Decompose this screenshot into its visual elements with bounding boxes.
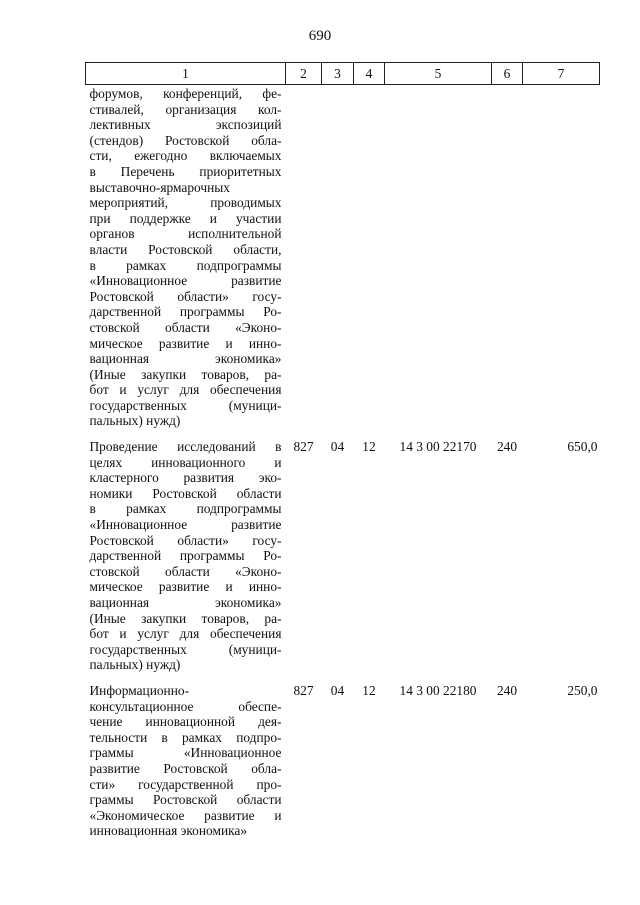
table-row bbox=[86, 673, 600, 839]
header-col-5: 5 bbox=[385, 63, 492, 85]
description-line: в рамках подпрограммы bbox=[89, 257, 282, 273]
description-line: пальных) нужд) bbox=[89, 413, 181, 429]
cell-expense-type: 240 bbox=[496, 682, 518, 698]
cell-target-article bbox=[385, 85, 492, 430]
description-line: в рамках подпрограммы bbox=[89, 501, 282, 517]
cell-amount: 650,0 bbox=[567, 439, 598, 455]
description-line: мическое развитие и инно- bbox=[89, 579, 282, 595]
description-line: консультационное обеспе- bbox=[89, 698, 282, 714]
cell-expense-type: 240 bbox=[496, 439, 518, 455]
description-line: развитие Ростовской обла- bbox=[89, 760, 282, 776]
description-line: в Перечень приоритетных bbox=[89, 163, 282, 179]
description-line: «Экономическое развитие и bbox=[89, 807, 282, 823]
header-col-7: 7 bbox=[523, 63, 600, 85]
description-line: бот и услуг для обеспечения bbox=[89, 382, 282, 398]
description-line: сти, ежегодно включаемых bbox=[89, 148, 282, 164]
cell-target-article: 14 3 00 22180 bbox=[399, 682, 477, 698]
cell-subsection bbox=[354, 85, 385, 430]
description-line: сти» государственной про- bbox=[89, 776, 282, 792]
description-line: Проведение исследований в bbox=[89, 439, 282, 455]
description-line: органов исполнительной bbox=[89, 226, 282, 242]
description-line: форумов, конференций, фе- bbox=[89, 86, 282, 101]
description-line: бот и услуг для обеспечения bbox=[89, 626, 282, 642]
description-line: власти Ростовской области, bbox=[89, 241, 282, 257]
description-line: мическое развитие и инно- bbox=[89, 335, 282, 351]
description-line: чение инновационной дея- bbox=[89, 714, 282, 730]
description-line: граммы Ростовской области bbox=[89, 792, 282, 808]
cell-ministry-code: 827 bbox=[293, 682, 314, 698]
row-description bbox=[86, 85, 286, 430]
description-line: государственных (муници- bbox=[89, 641, 282, 657]
description-line: «Инновационное развитие bbox=[89, 517, 282, 533]
cell-section: 04 bbox=[330, 682, 345, 698]
cell-section bbox=[322, 85, 354, 430]
header-col-1: 1 bbox=[86, 63, 286, 85]
cell-ministry-code bbox=[286, 85, 322, 430]
cell-target-article: 14 3 00 22170 bbox=[399, 439, 477, 455]
description-line: лективных экспозиций bbox=[89, 117, 282, 133]
header-col-6: 6 bbox=[492, 63, 523, 85]
description-line: (Иные закупки товаров, ра- bbox=[89, 366, 282, 382]
description-line: вационная экономика» bbox=[89, 351, 282, 367]
cell-subsection: 12 bbox=[362, 439, 376, 455]
description-line: вационная экономика» bbox=[89, 595, 282, 610]
description-line: целях инновационного и bbox=[89, 454, 282, 470]
description-line: выставочно-ярмарочных bbox=[89, 179, 230, 195]
description-line: дарственной программы Ро- bbox=[89, 304, 282, 320]
header-col-3: 3 bbox=[322, 63, 354, 85]
cell-expense-type bbox=[492, 85, 523, 430]
description-line: номики Ростовской области bbox=[89, 485, 282, 501]
table-header bbox=[86, 63, 600, 85]
description-line: инновационная экономика» bbox=[89, 823, 248, 839]
page-number: 690 bbox=[308, 28, 332, 44]
description-line: Информационно- bbox=[89, 682, 190, 698]
description-line: кластерного развития эко- bbox=[89, 470, 282, 486]
table-row bbox=[86, 429, 600, 673]
row-description bbox=[86, 673, 286, 839]
description-line: тельности в рамках подпро- bbox=[89, 729, 282, 745]
cell-amount bbox=[523, 85, 600, 430]
description-line: граммы «Инновационное bbox=[89, 745, 282, 761]
description-line: (стендов) Ростовской обла- bbox=[89, 132, 282, 148]
description-line: стовской области «Эконо- bbox=[89, 563, 282, 579]
table-row bbox=[86, 85, 600, 430]
budget-table bbox=[85, 62, 600, 839]
description-line: стивалей, организация кол- bbox=[89, 101, 282, 117]
description-line: мероприятий, проводимых bbox=[89, 195, 282, 211]
description-line: государственных (муници- bbox=[89, 397, 282, 413]
description-line: (Иные закупки товаров, ра- bbox=[89, 610, 282, 626]
header-col-2: 2 bbox=[286, 63, 322, 85]
description-line: пальных) нужд) bbox=[89, 657, 181, 673]
description-line: Ростовской области» госу- bbox=[89, 288, 282, 304]
cell-amount: 250,0 bbox=[567, 682, 598, 698]
header-col-4: 4 bbox=[354, 63, 385, 85]
cell-ministry-code: 827 bbox=[293, 439, 314, 455]
description-line: стовской области «Эконо- bbox=[89, 319, 282, 335]
description-line: Ростовской области» госу- bbox=[89, 532, 282, 548]
row-description bbox=[86, 429, 286, 673]
cell-section: 04 bbox=[330, 439, 345, 455]
description-line: при поддержке и участии bbox=[89, 210, 282, 226]
cell-subsection: 12 bbox=[362, 682, 376, 698]
description-line: дарственной программы Ро- bbox=[89, 548, 282, 564]
description-line: «Инновационное развитие bbox=[89, 273, 282, 289]
